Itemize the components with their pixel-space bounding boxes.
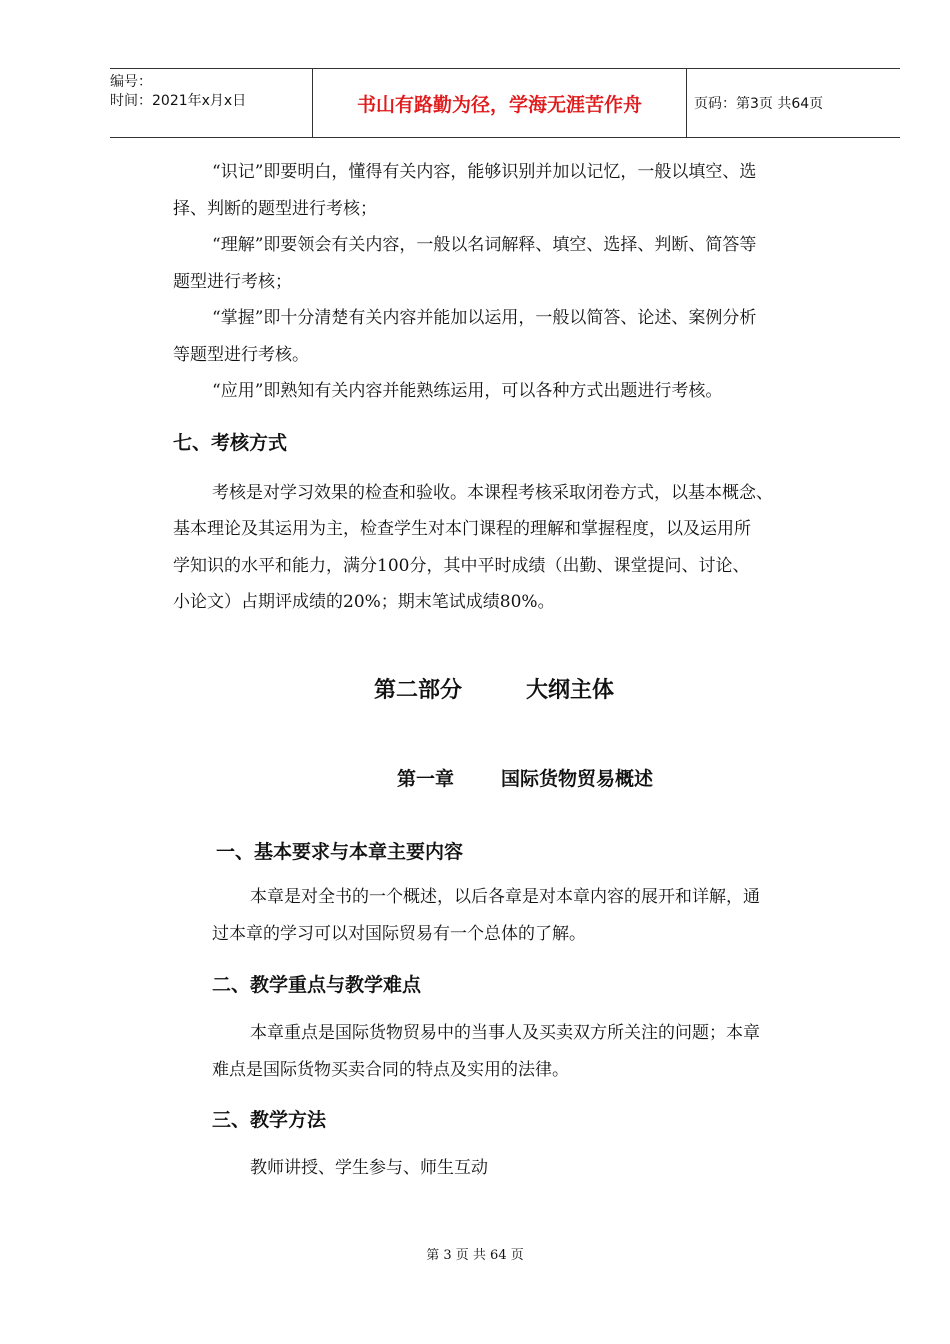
time-label: 时间：2021年x月x日 [110,93,247,109]
motto: 书山有路勤为径，学海无涯苦作舟 [312,69,687,137]
chapter-title [397,764,653,791]
level-2-line-1: “理解”即要领会有关内容，一般以名词解释、填空、选择、判断、简答等 [212,235,757,255]
section-1-line-1: 本章是对全书的一个概述，以后各章是对本章内容的展开和详解，通 [250,887,760,907]
header-meta [110,69,312,137]
section-1-line-2: 过本章的学习可以对国际贸易有一个总体的了解。 [212,924,586,944]
section-1-title: 一、基本要求与本章主要内容 [216,841,464,863]
section-7-title: 七、考核方式 [173,432,288,454]
level-3-line-1: “掌握”即十分清楚有关内容并能加以运用，一般以简答、论述、案例分析 [212,308,757,328]
page-footer: 第 3 页 共 64 页 [426,1248,524,1263]
page-info: 页码：第3页 共64页 [694,96,824,112]
section-3-title: 三、教学方法 [212,1109,327,1131]
number-label: 编号： [110,74,152,90]
level-1-line-2: 择、判断的题型进行考核； [173,199,377,219]
level-3-line-2: 等题型进行考核。 [173,345,309,365]
chapter-name: 国际货物贸易概述 [501,768,654,790]
section-7-line-2: 基本理论及其运用为主，检查学生对本门课程的理解和掌握程度，以及运用所 [173,519,751,539]
section-7-line-1: 考核是对学习效果的检查和验收。本课程考核采取闭卷方式，以基本概念、 [212,483,773,503]
level-4-line-1: “应用”即熟知有关内容并能熟练运用，可以各种方式出题进行考核。 [212,381,723,401]
page-header [110,68,900,138]
section-7-line-3: 学知识的水平和能力，满分100分，其中平时成绩（出勤、课堂提问、讨论、 [173,556,750,576]
level-2-line-2: 题型进行考核； [173,272,292,292]
chapter-number: 第一章 [397,768,455,790]
part-title [374,673,614,704]
part-number: 第二部分 [374,678,463,703]
section-3-line-1: 教师讲授、学生参与、师生互动 [250,1158,488,1178]
part-name: 大纲主体 [526,678,615,703]
section-2-line-1: 本章重点是国际货物贸易中的当事人及买卖双方所关注的问题；本章 [250,1023,760,1043]
level-1-line-1: “识记”即要明白，懂得有关内容，能够识别并加以记忆，一般以填空、选 [212,162,757,182]
section-7-line-4: 小论文）占期评成绩的20%；期末笔试成绩80%。 [173,592,555,612]
section-2-title: 二、教学重点与教学难点 [212,974,422,996]
section-2-line-2: 难点是国际货物买卖合同的特点及实用的法律。 [212,1060,569,1080]
